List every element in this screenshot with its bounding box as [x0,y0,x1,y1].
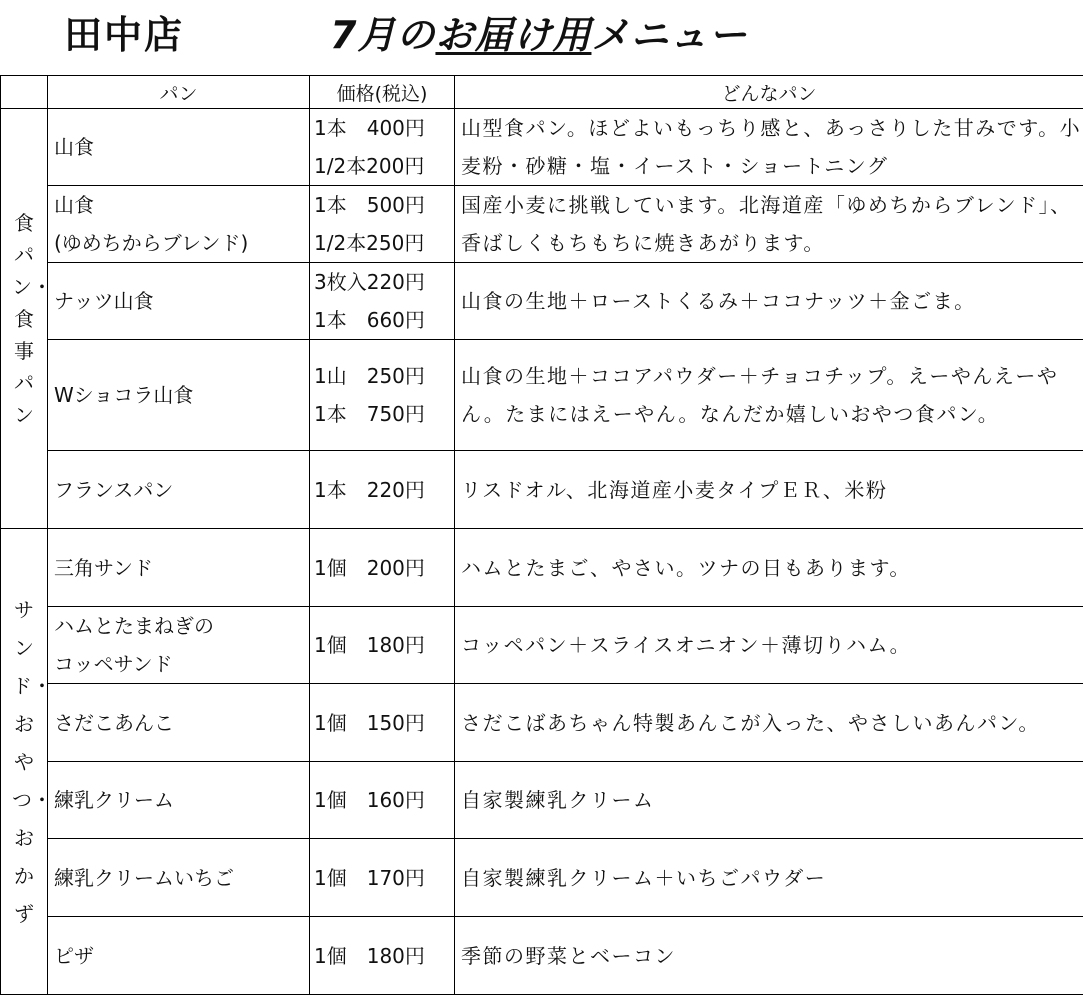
item-description: 自家製練乳クリーム [455,762,1083,839]
column-header-category [1,76,48,109]
column-header-bread: パン [48,76,310,109]
title-underlined: お届け用 [435,13,592,57]
item-description: 国産小麦に挑戦しています。北海道産「ゆめちからブレンド」、香ばしくもちもちに焼きあがります。 [455,186,1083,263]
table-row [1,109,1083,186]
item-name: さだこあんこ [48,684,310,762]
title-prefix: 7月の [330,13,436,57]
item-name: Wショコラ山食 [48,340,310,451]
item-name: ピザ [48,917,310,995]
price-line: 1本 750円 [314,402,425,426]
table-row [1,263,1083,340]
menu-table [0,75,1083,995]
item-description: 山型食パン。ほどよいもっちり感と、あっさりした甘みです。小麦粉・砂糖・塩・イースト・ショートニング [455,109,1083,186]
item-description: コッペパン＋スライスオニオン＋薄切りハム。 [455,607,1083,684]
table-row [1,762,1083,839]
item-price [310,109,455,186]
item-price [310,762,455,839]
table-header-row [1,76,1083,109]
item-name: フランスパン [48,451,310,529]
item-price [310,839,455,917]
item-price [310,684,455,762]
page-title [330,4,747,59]
item-name: 練乳クリームいちご [48,839,310,917]
price-line: 1本 500円 [314,193,425,217]
item-description: リスドオル、北海道産小麦タイプＥＲ、米粉 [455,451,1083,529]
item-description: 自家製練乳クリーム＋いちごパウダー [455,839,1083,917]
column-header-price: 価格(税込) [310,76,455,109]
price-line: 1本 400円 [314,116,425,140]
price-line: 1本 220円 [314,477,425,502]
item-name: 練乳クリーム [48,762,310,839]
price-line: 1個 180円 [314,943,425,968]
category-cell [1,529,52,995]
price-line: 1/2本250円 [314,231,425,255]
table-row [1,607,1083,684]
item-price [310,607,455,684]
table-row [1,186,1083,263]
item-description: 季節の野菜とベーコン [455,917,1083,995]
price-line: 1個 160円 [314,788,425,812]
item-name: ハムとたまねぎの コッペサンド [48,607,310,684]
item-name: 山食 [48,109,310,186]
price-line: 1本 660円 [314,308,425,332]
item-price [310,186,455,263]
table-row [1,839,1083,917]
price-line: 3枚入220円 [314,270,425,294]
price-line: 1山 250円 [314,364,425,388]
title-suffix: メニュー [591,13,748,57]
item-description: ハムとたまご、やさい。ツナの日もあります。 [455,529,1083,607]
price-line: 1個 180円 [314,633,425,657]
column-header-description: どんなパン [455,76,1083,109]
category-label: 食パン・食事パン [12,210,52,427]
item-name: ナッツ山食 [48,263,310,340]
price-line: 1個 150円 [314,710,425,735]
item-price [310,917,455,995]
table-row [1,529,1083,607]
price-line: 1個 200円 [314,555,425,580]
shop-name: 田中店 [64,13,185,57]
table-row [1,917,1083,995]
item-name: 山食 (ゆめちからブレンド) [48,186,310,263]
item-price [310,451,455,529]
table-row [1,684,1083,762]
price-line: 1個 170円 [314,865,425,890]
item-price [310,340,455,451]
page-header [0,0,1083,74]
item-description: 山食の生地＋ローストくるみ＋ココナッツ＋金ごま。 [455,263,1083,340]
item-name: 三角サンド [48,529,310,607]
category-label: サンド・おやつ・おかず [12,597,52,926]
table-row [1,451,1083,529]
price-line: 1/2本200円 [314,154,425,178]
table-row [1,340,1083,451]
category-cell [1,109,52,529]
item-description: さだこばあちゃん特製あんこが入った、やさしいあんパン。 [455,684,1083,762]
item-price [310,529,455,607]
item-description: 山食の生地＋ココアパウダー＋チョコチップ。えーやんえーやん。たまにはえーやん。なんだか嬉しいおやつ食パン。 [455,340,1083,451]
item-price [310,263,455,340]
